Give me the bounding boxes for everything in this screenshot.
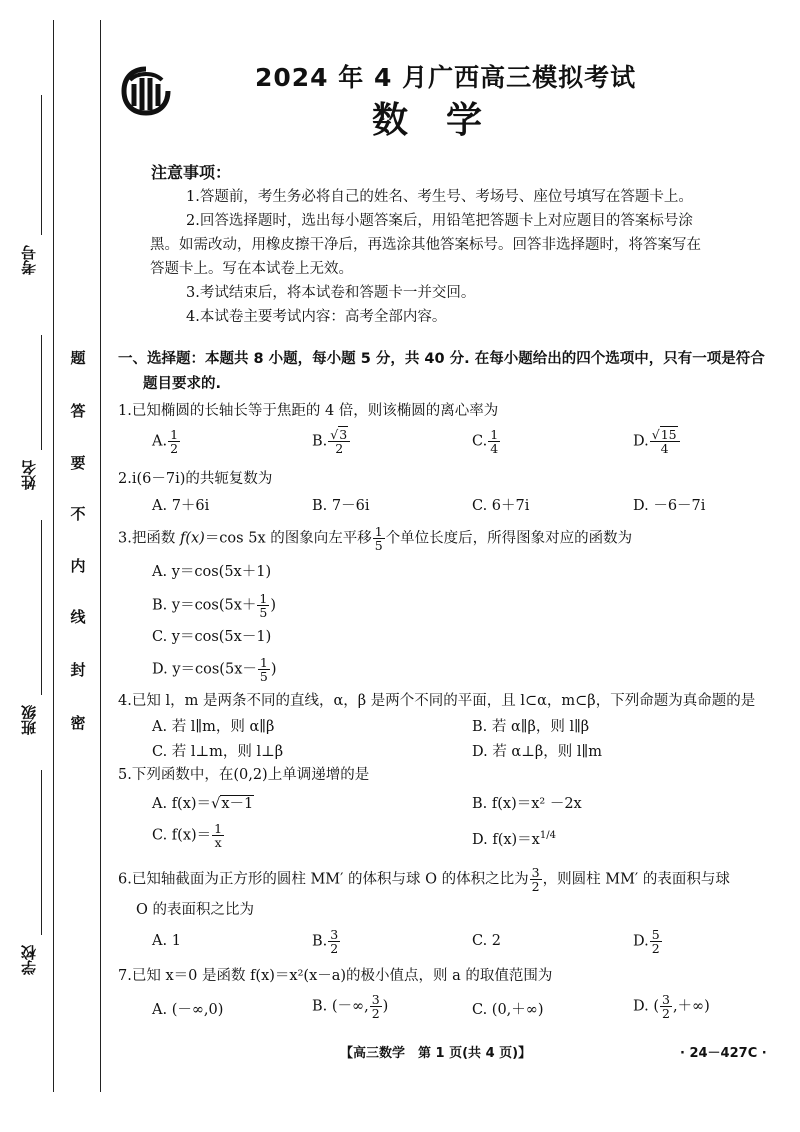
- paper-code: · 24－427C ·: [680, 1046, 767, 1061]
- question-3-stem: 3.把函数 f(x)＝cos 5x 的图象向左平移 $\frac{1}{5}$ 个单位长度后，所得图象对应的函数为: [118, 524, 633, 553]
- name-blank[interactable]: [41, 335, 42, 450]
- q2-option-a[interactable]: A. 7＋6i: [152, 498, 210, 514]
- q1-option-d[interactable]: D. $\frac{√15}{4}$: [633, 428, 681, 455]
- exam-logo-icon: [120, 66, 172, 116]
- class-label: 班级: [20, 705, 38, 735]
- q7-option-d[interactable]: D. ( $\frac{3}{2}$ ,＋∞): [633, 992, 710, 1021]
- q2-option-b[interactable]: B. 7－6i: [312, 498, 370, 514]
- name-label: 姓名: [20, 460, 38, 490]
- q1-option-c[interactable]: C. $\frac{1}{4}$: [472, 427, 499, 456]
- exam-subject: 数学: [372, 100, 521, 141]
- seal-char: 题: [70, 349, 86, 367]
- q6-option-b[interactable]: B. $\frac{3}{2}$: [312, 927, 339, 956]
- q5-option-a[interactable]: A. f(x)＝√x－1: [152, 796, 254, 812]
- q5-option-d[interactable]: D. $f(x)=x^{1/4}$: [472, 830, 556, 848]
- seal-char: 不: [70, 505, 86, 523]
- question-6-stem: 6.已知轴截面为正方形的圆柱 MM′ 的体积与球 O 的体积之比为 $\frac{3}{2}$ ，则圆柱 MM′ 的表面积与球: [118, 865, 730, 894]
- seal-char: 要: [70, 454, 86, 472]
- q1-option-a[interactable]: A. $\frac{1}{2}$: [152, 427, 179, 456]
- school-blank[interactable]: [41, 770, 42, 935]
- binding-line-outer: [53, 20, 54, 1092]
- q6-option-a[interactable]: A. 1: [152, 933, 181, 949]
- q4-option-d[interactable]: D. 若 α⊥β，则 l∥m: [472, 744, 602, 760]
- note-line: 黑。如需改动，用橡皮擦干净后，再选涂其他答案标号。回答非选择题时，将答案写在: [150, 237, 701, 253]
- school-label: 学校: [20, 945, 38, 975]
- class-field[interactable]: [18, 520, 46, 760]
- exam-title: 2024 年 4 月广西高三模拟考试: [255, 63, 637, 92]
- note-line: 2.回答选择题时，选出每小题答案后，用铅笔把答题卡上对应题目的答案标号涂: [186, 213, 693, 229]
- seal-char: 答: [70, 402, 86, 420]
- question-2-stem: 2.i(6－7i)的共轭复数为: [118, 471, 273, 487]
- exam-number-field[interactable]: [18, 95, 46, 345]
- q6-option-d[interactable]: D. $\frac{5}{2}$: [633, 927, 660, 956]
- question-5-stem: 5.下列函数中，在(0,2)上单调递增的是: [118, 767, 370, 783]
- seal-char: 内: [70, 557, 86, 575]
- q3-option-a[interactable]: A. y＝cos(5x＋1): [152, 564, 272, 580]
- name-field[interactable]: [18, 335, 46, 535]
- notes-heading: 注意事项：: [151, 163, 232, 182]
- q6-option-c[interactable]: C. 2: [472, 933, 502, 949]
- note-line: 4.本试卷主要考试内容：高考全部内容。: [186, 309, 447, 325]
- q7-option-b[interactable]: B. (－∞, $\frac{3}{2}$ ): [312, 992, 389, 1021]
- section-heading-cont: 题目要求的.: [143, 376, 222, 392]
- q7-option-c[interactable]: C. (0,＋∞): [472, 1002, 544, 1018]
- question-7-stem: 7.已知 x＝0 是函数 f(x)＝x²(x－a)的极小值点，则 a 的取值范围为: [118, 968, 553, 984]
- q2-option-d[interactable]: D. －6－7i: [633, 498, 706, 514]
- binding-line-inner: [100, 20, 101, 1092]
- q4-option-a[interactable]: A. 若 l∥m，则 α∥β: [152, 719, 275, 735]
- question-1-stem: 1.已知椭圆的长轴长等于焦距的 4 倍，则该椭圆的离心率为: [118, 403, 499, 419]
- class-blank[interactable]: [41, 520, 42, 695]
- q2-option-c[interactable]: C. 6＋7i: [472, 498, 530, 514]
- note-line: 3.考试结束后，将本试卷和答题卡一并交回。: [186, 285, 476, 301]
- seal-char: 线: [70, 608, 86, 626]
- page-footer: 【高三数学 第 1 页(共 4 页)】: [340, 1046, 532, 1061]
- note-line: 答题卡上。写在本试卷上无效。: [150, 261, 353, 277]
- q5-option-b[interactable]: B. f(x)＝x² －2x: [472, 796, 582, 812]
- q4-option-b[interactable]: B. 若 α∥β，则 l∥β: [472, 719, 590, 735]
- question-4-stem: 4.已知 l，m 是两条不同的直线，α，β 是两个不同的平面，且 l⊂α，m⊂β，下列命题为真命题的是: [118, 693, 756, 709]
- q3-option-c[interactable]: C. y＝cos(5x－1): [152, 629, 272, 645]
- school-field[interactable]: [18, 770, 46, 1010]
- q3-option-b[interactable]: B. y＝cos(5x＋ $\frac{1}{5}$ ): [152, 591, 277, 620]
- seal-char: 封: [70, 661, 86, 679]
- q4-option-c[interactable]: C. 若 l⊥m，则 l⊥β: [152, 744, 284, 760]
- section-heading: 一、选择题：本题共 8 小题，每小题 5 分，共 40 分. 在每小题给出的四个选项中，只有一项是符合: [118, 351, 765, 367]
- q1-option-b[interactable]: B. $\frac{√3}{2}$: [312, 428, 351, 455]
- q3-option-d[interactable]: D. y＝cos(5x－ $\frac{1}{5}$ ): [152, 655, 277, 684]
- exam-number-label: 考号: [20, 245, 38, 275]
- q5-option-c[interactable]: C. f(x)＝ $\frac{1}{x}$: [152, 821, 223, 850]
- q7-option-a[interactable]: A. (－∞,0): [152, 1002, 224, 1018]
- note-line: 1.答题前，考生务必将自己的姓名、考生号、考场号、座位号填写在答题卡上。: [186, 189, 693, 205]
- seal-char: 密: [70, 714, 86, 732]
- exam-number-blank[interactable]: [41, 95, 42, 235]
- question-6-stem-cont: O 的表面积之比为: [136, 902, 254, 918]
